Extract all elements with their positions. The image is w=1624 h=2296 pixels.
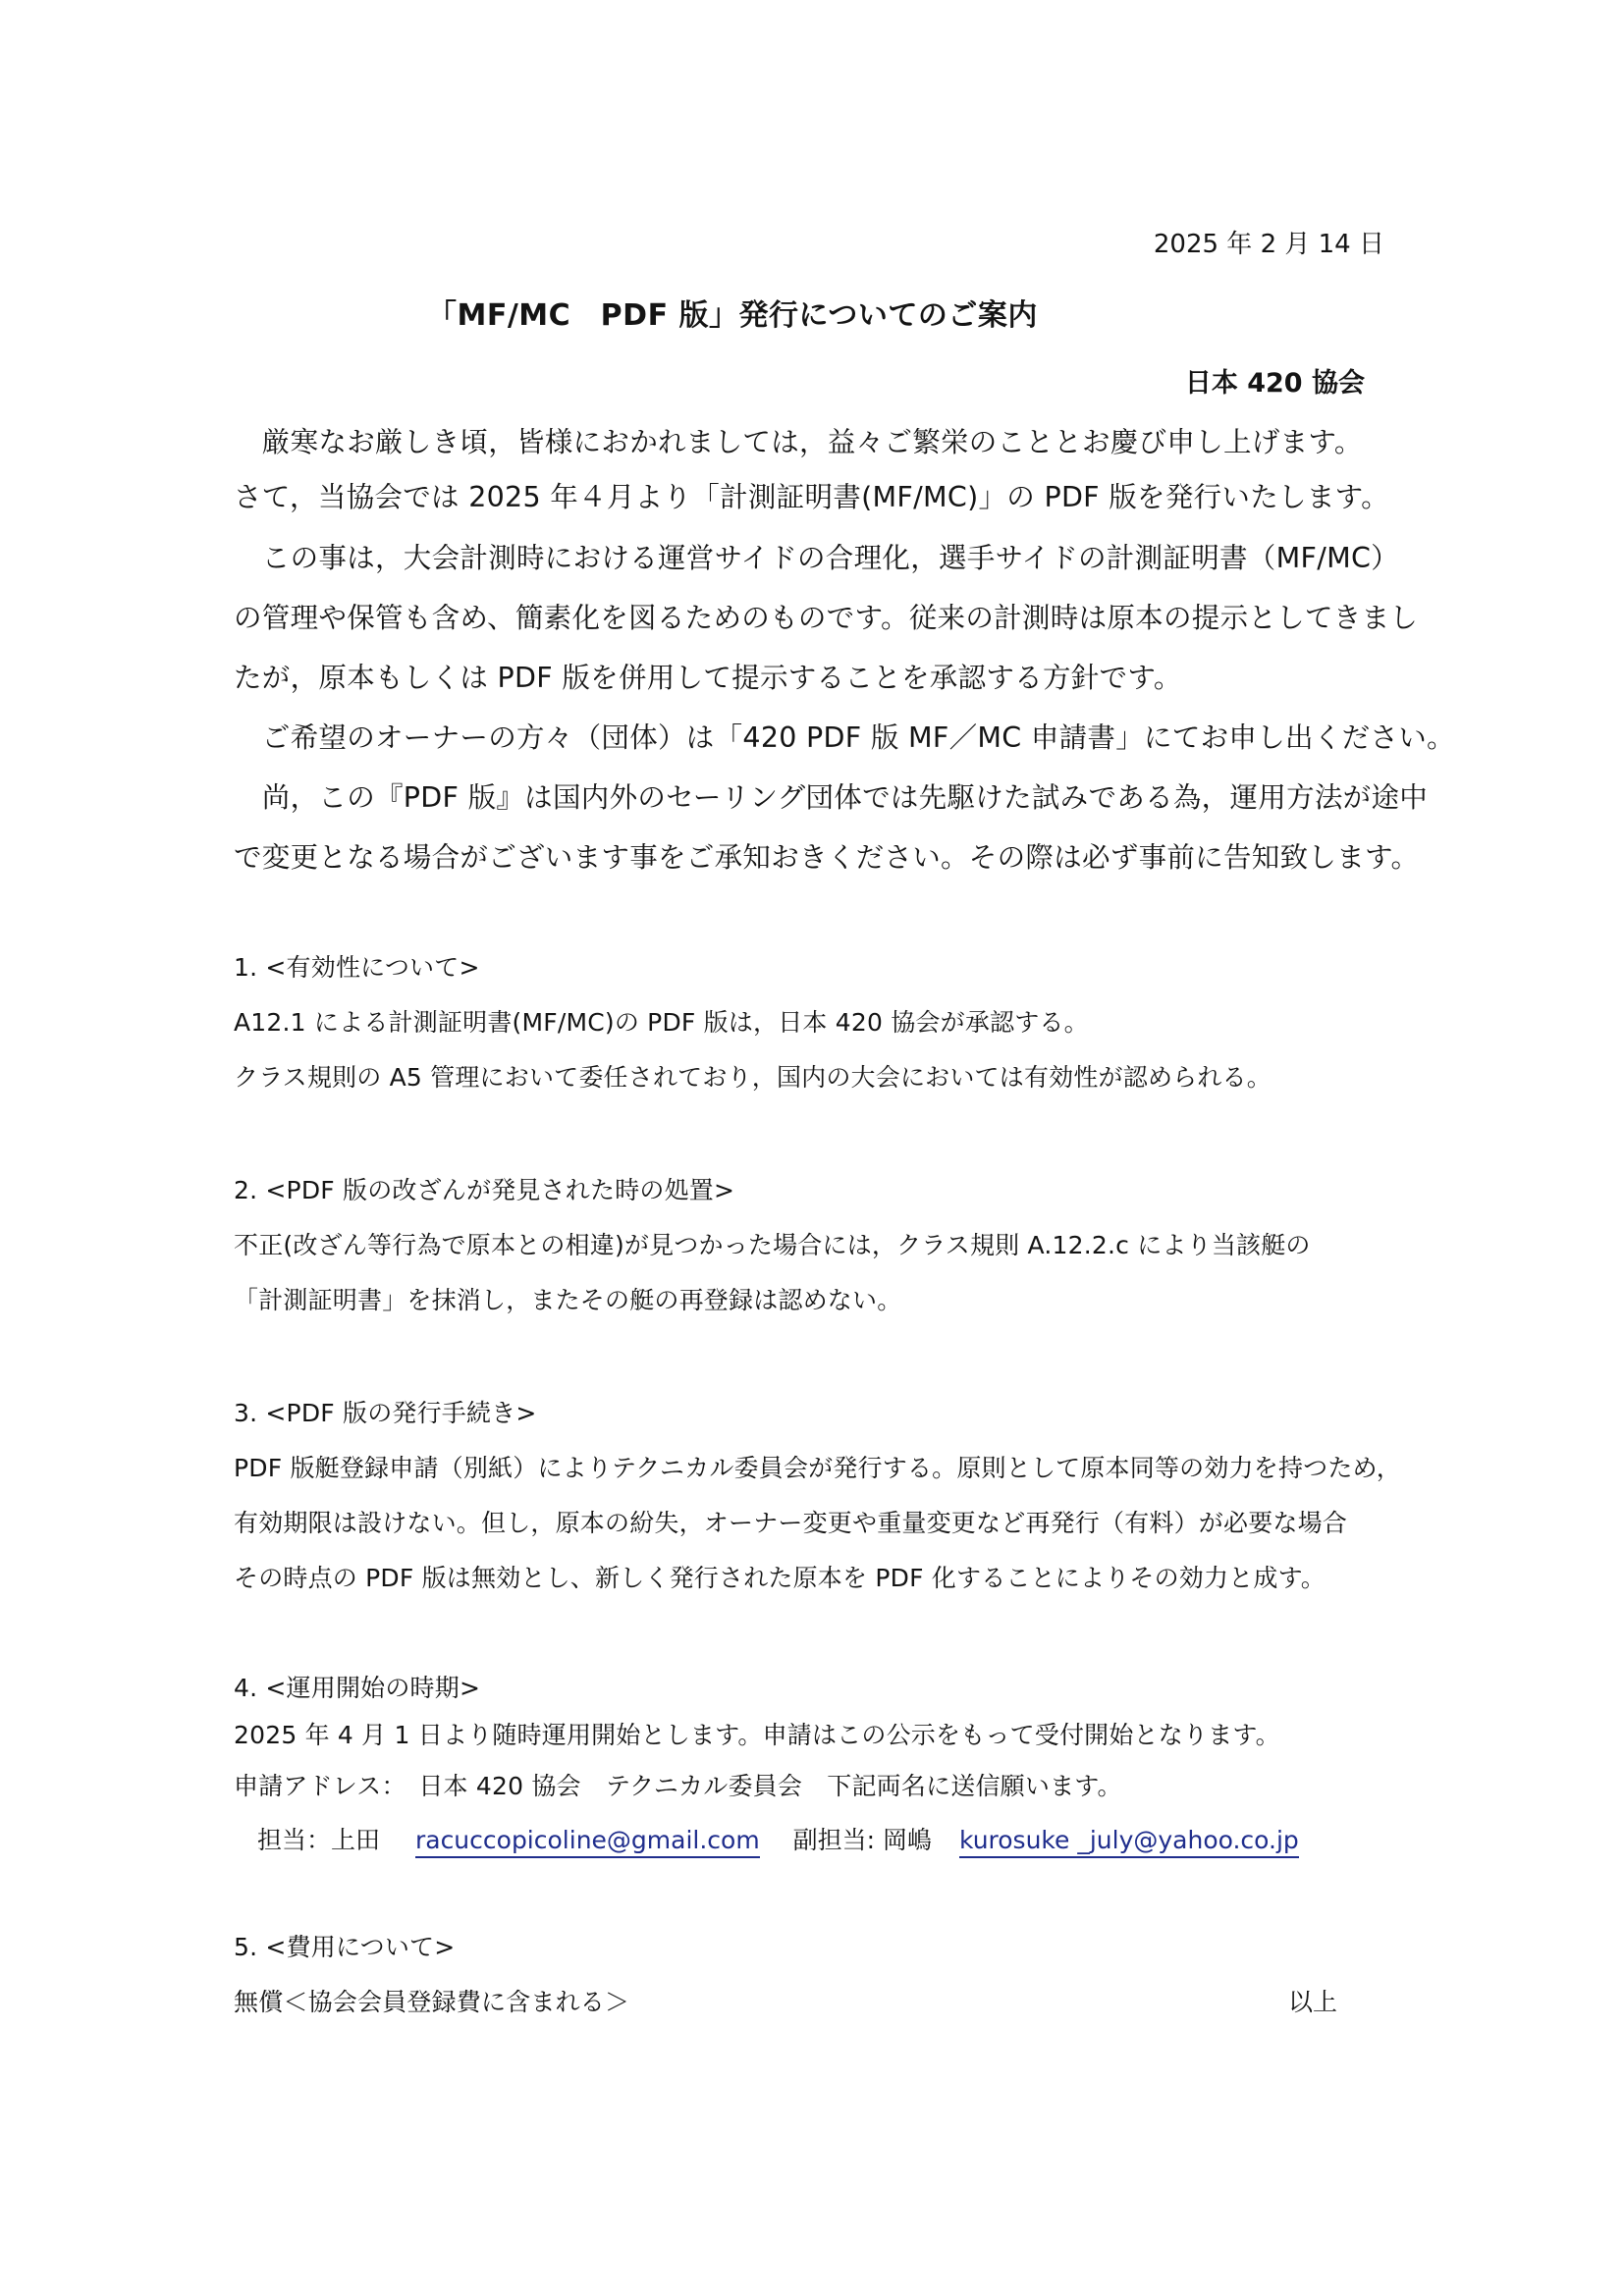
section-2-heading: 2. <PDF 版の改ざんが発見された時の処置> bbox=[234, 1176, 735, 1204]
section-5-heading: 5. <費用について> bbox=[234, 1933, 456, 1961]
intro-line-5: たが，原本もしくは PDF 版を併用して提示することを承認する方針です。 bbox=[234, 662, 1182, 694]
secondary-contact-label: 副担当: 岡嶋 bbox=[792, 1826, 933, 1854]
section-1-line-1: A12.1 による計測証明書(MF/MC)の PDF 版は，日本 420 協会が承認する。 bbox=[234, 1008, 1089, 1037]
section-4-line-1: 2025 年 4 月 1 日より随時運用開始とします。申請はこの公示をもって受付開始となります。 bbox=[234, 1721, 1280, 1749]
closing-remark: 以上 bbox=[1288, 1988, 1338, 2016]
secondary-contact-email-link[interactable]: kurosuke _july@yahoo.co.jp bbox=[959, 1826, 1299, 1858]
section-2-line-2: 「計測証明書」を抹消し，またその艇の再登録は認めない。 bbox=[234, 1286, 902, 1314]
section-2-line-1: 不正(改ざん等行為で原本との相違)が見つかった場合には，クラス規則 A.12.2.c により当該艇の bbox=[234, 1231, 1311, 1259]
section-1-line-2: クラス規則の A5 管理において委任されており，国内の大会においては有効性が認められる。 bbox=[234, 1063, 1272, 1092]
section-5-line-1: 無償＜協会会員登録費に含まれる＞ bbox=[234, 1988, 630, 2016]
section-3-heading: 3. <PDF 版の発行手続き> bbox=[234, 1399, 537, 1427]
intro-line-2: さて，当協会では 2025 年４月より「計測証明書(MF/MC)」の PDF 版を発行いたします。 bbox=[234, 481, 1389, 513]
section-3-line-3: その時点の PDF 版は無効とし、新しく発行された原本を PDF 化することによりその効力と成す。 bbox=[234, 1564, 1326, 1592]
section-1-heading: 1. <有効性について> bbox=[234, 953, 480, 982]
issuing-organization: 日本 420 協会 bbox=[1184, 368, 1365, 399]
intro-line-7: 尚，この『PDF 版』は国内外のセーリング団体では先駆けた試みである為，運用方法が途中 bbox=[234, 781, 1429, 814]
document-title: 「MF/MC PDF 版」発行についてのご案内 bbox=[427, 298, 1038, 333]
intro-line-3: この事は，大会計測時における運営サイドの合理化，選手サイドの計測証明書（MF/MC） bbox=[234, 542, 1399, 574]
primary-contact-email-link[interactable]: racuccopicoline@gmail.com bbox=[415, 1826, 760, 1858]
section-4-heading: 4. <運用開始の時期> bbox=[234, 1674, 481, 1702]
section-3-line-2: 有効期限は設けない。但し，原本の紛失，オーナー変更や重量変更など再発行（有料）が必要な場合 bbox=[234, 1509, 1348, 1537]
intro-line-1: 厳寒なお厳しき頃，皆様におかれましては，益々ご繁栄のこととお慶び申し上げます。 bbox=[234, 426, 1363, 458]
intro-line-4: の管理や保管も含め、簡素化を図るためのものです。従来の計測時は原本の提示としてきまし bbox=[234, 602, 1419, 634]
primary-contact-label: 担当：上田 bbox=[257, 1826, 381, 1854]
section-4-line-2: 申請アドレス： 日本 420 協会 テクニカル委員会 下記両名に送信願います。 bbox=[234, 1772, 1122, 1800]
intro-line-6: ご希望のオーナーの方々（団体）は「420 PDF 版 MF／MC 申請書」にてお申し出ください。 bbox=[234, 721, 1455, 754]
intro-line-8: で変更となる場合がございます事をご承知おきください。その際は必ず事前に告知致します。 bbox=[234, 841, 1420, 874]
contact-row bbox=[257, 1821, 1299, 1858]
document-date: 2025 年 2 月 14 日 bbox=[1153, 230, 1384, 259]
section-3-line-1: PDF 版艇登録申請（別紙）によりテクニカル委員会が発行する。原則として原本同等の効力を持つため， bbox=[234, 1454, 1401, 1482]
